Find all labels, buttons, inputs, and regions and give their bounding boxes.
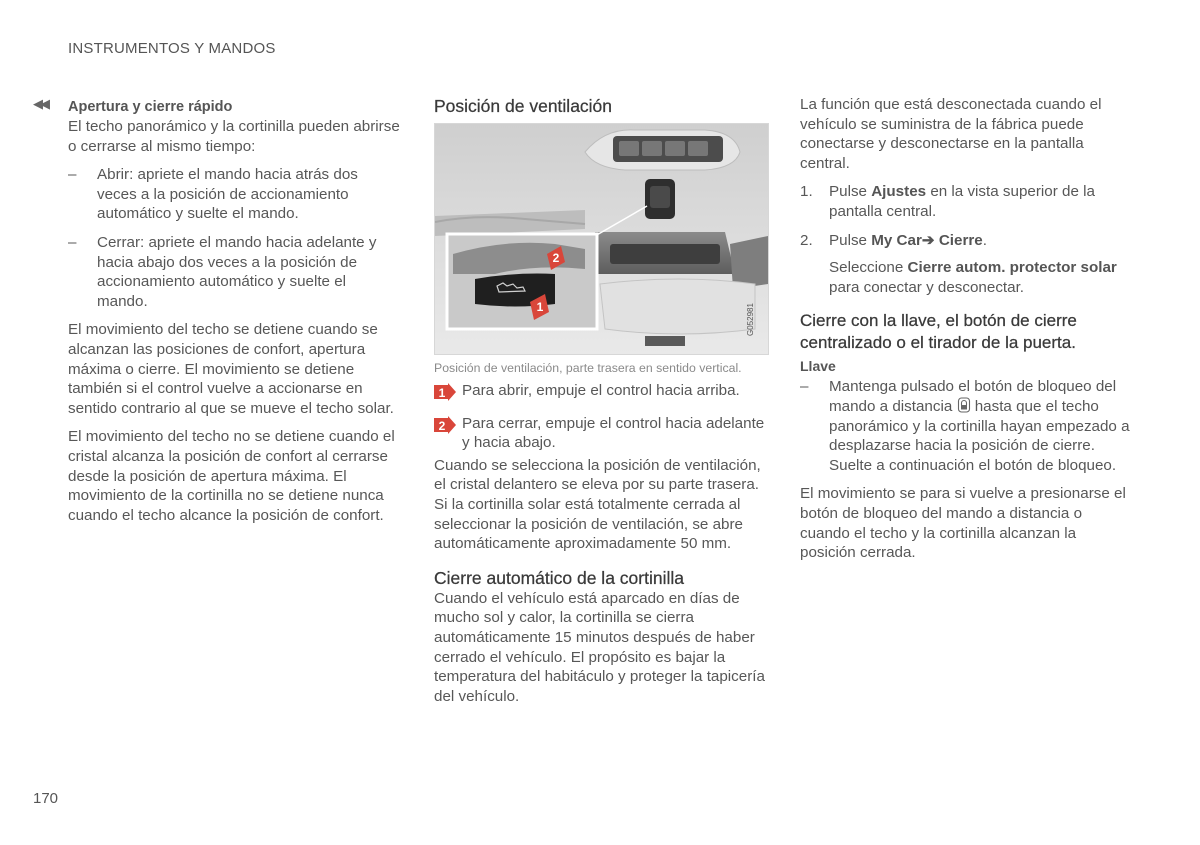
step-text: Para abrir, empuje el control hacia arriba. [462, 382, 740, 399]
list-item [68, 165, 400, 224]
arrow-right-icon: ➔ [921, 231, 935, 249]
paragraph: Cuando se selecciona la posición de ventilación, el cristal delantero se eleva por su parte trasera. Si la cortinilla solar está totalmente cerrada al seleccionar la posición de ventilación, se abre automáticamente aproximadamente 50 mm. [434, 456, 761, 553]
figure-caption: Posición de ventilación, parte trasera en sentido vertical. [434, 361, 742, 375]
intro-paragraph: La función que está desconectada cuando el vehículo se suministra de la fábrica puede conectarse y desconectarse en la pantalla central. [800, 96, 1102, 172]
dash-bullet: – [68, 233, 77, 251]
page-number: 170 [33, 790, 59, 807]
svg-text:2: 2 [552, 251, 560, 265]
step-1-badge-icon [434, 383, 456, 401]
step-text: para conectar y desconectar. [829, 278, 1025, 296]
section-heading: Cierre con la llave, el botón de cierre centralizado o el tirador de la puerta. [800, 311, 1077, 353]
double-chevron-left-icon[interactable]: ◀◀ [33, 96, 47, 111]
section-heading: Cierre automático de la cortinilla [434, 567, 684, 588]
column-3 [800, 95, 1132, 563]
padlock-key-icon [957, 397, 971, 413]
numbered-step [800, 231, 1132, 251]
svg-text:1: 1 [438, 386, 446, 400]
step-2-badge-icon [434, 416, 456, 434]
svg-text:1: 1 [536, 300, 544, 314]
list-item-text: hasta que el techo panorámico y la cortinilla hayan empezado a desplazarse hacia la posición de cierre. Suelte a continuación el botón de bloqueo. [829, 397, 1130, 474]
step-detail [800, 258, 1132, 297]
ventilation-figure [434, 123, 769, 355]
list-item-text: Mantenga pulsado el botón de bloqueo del mando a distancia [829, 378, 1117, 415]
list-item-text: Cerrar: apriete el mando hacia adelante y hacia abajo dos veces a la posición de accionamiento automático y suelte el mando. [97, 233, 377, 310]
dash-bullet: – [68, 166, 77, 184]
paragraph: Cuando el vehículo está aparcado en días de mucho sol y calor, la cortinilla se cierra automáticamente 15 minutos después de haber cerrado el vehículo. El propósito es bajar la temperatura del habitáculo y proteger la tapicería del vehículo. [434, 589, 765, 705]
step-text: Pulse [829, 183, 872, 201]
list-item-text: Abrir: apriete el mando hacia atrás dos veces a la posición de accionamiento automático y suelte el mando. [97, 166, 358, 223]
step-number: 2. [800, 231, 813, 249]
step-text: Seleccione [829, 259, 908, 277]
step-text: Pulse [829, 231, 872, 249]
step-item [434, 381, 766, 401]
numbered-step [800, 182, 1132, 221]
svg-text:2: 2 [438, 418, 446, 433]
intro-paragraph: El techo panorámico y la cortinilla pueden abrirse o cerrarse al mismo tiempo: [68, 118, 400, 155]
step-text: en la vista superior de la pantalla central. [829, 183, 1095, 220]
menu-label-my-car: My Car [871, 231, 922, 249]
list-item [68, 233, 400, 311]
step-text: . [982, 231, 987, 249]
figure-code: G052981 [746, 303, 755, 336]
section-heading: Posición de ventilación [434, 96, 613, 116]
section-header: INSTRUMENTOS Y MANDOS [68, 40, 276, 57]
paragraph: El movimiento se para si vuelve a presionarse el botón de bloqueo del mando a distancia o cuando el techo y la cortinilla alcanzan la posición cerrada. [800, 485, 1126, 562]
column-1 [68, 98, 400, 525]
paragraph: El movimiento del techo se detiene cuando se alcanzan las posiciones de confort, apertura máxima o cierre. El movimiento se detiene también si el control vuelve a accionarse en sentido contrario al que se mueve el techo solar. [68, 321, 394, 417]
paragraph: El movimiento del techo no se detiene cuando el cristal alcanza la posición de confort al cerrarse desde la posición de apertura máxima. El movimiento de la cortinilla no se detiene nunca cuando el techo alcance la posición de confort. [68, 428, 395, 524]
list-item [800, 377, 1132, 475]
dash-bullet: – [800, 378, 809, 396]
step-text: Para cerrar, empuje el control hacia adelante y hacia abajo. [462, 414, 765, 452]
menu-label-ajustes: Ajustes [871, 183, 927, 201]
menu-label-cierre-autom: Cierre autom. protector solar [907, 259, 1117, 277]
step-item [434, 414, 766, 453]
section-subtitle: Llave [800, 358, 836, 375]
menu-label-cierre: Cierre [934, 231, 983, 249]
column-2 [434, 95, 766, 706]
section-subtitle: Apertura y cierre rápido [68, 99, 233, 115]
step-number: 1. [800, 183, 813, 201]
roof-console-illustration [435, 124, 768, 354]
